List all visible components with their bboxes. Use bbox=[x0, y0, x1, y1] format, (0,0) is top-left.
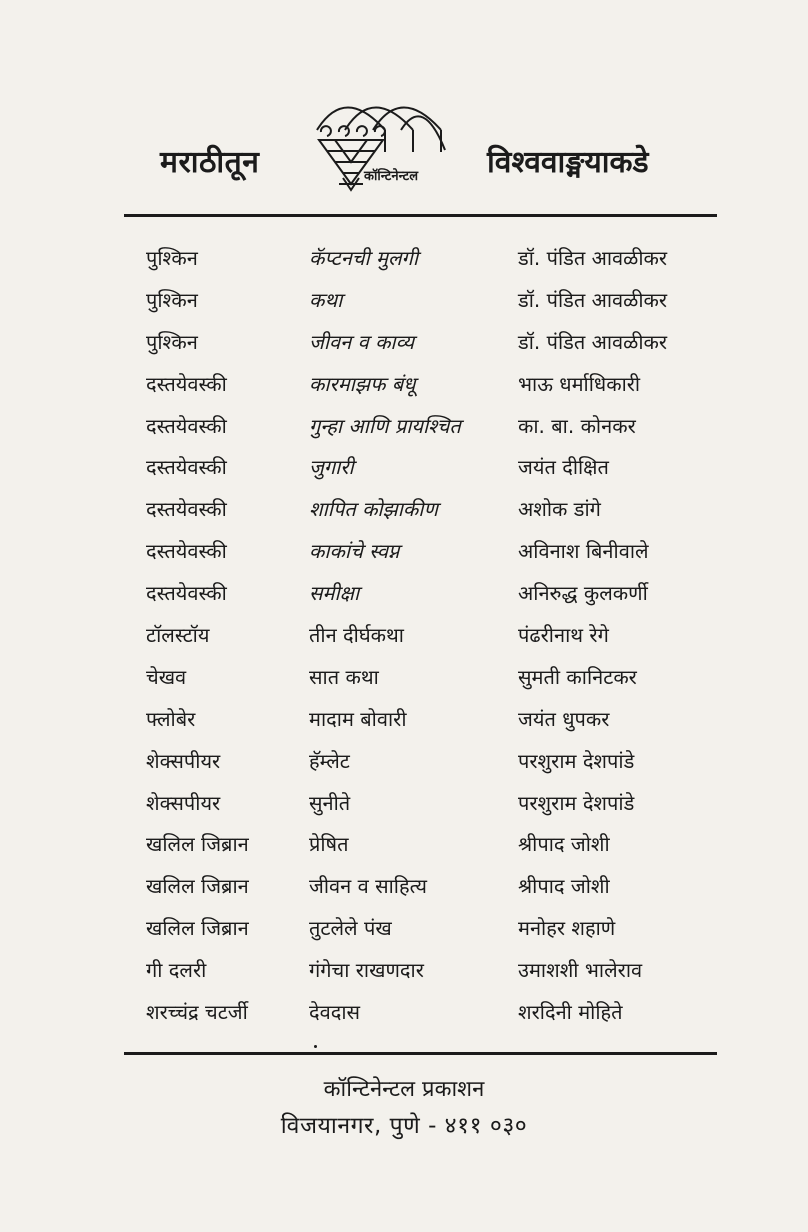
book-translator: डॉ. पंडित आवळीकर bbox=[518, 329, 668, 354]
book-row bbox=[0, 830, 808, 872]
book-translator: डॉ. पंडित आवळीकर bbox=[518, 246, 668, 270]
book-translator: का. बा. कोनकर bbox=[518, 413, 636, 438]
book-translator: अविनाश बिनीवाले bbox=[518, 539, 649, 564]
book-row bbox=[0, 328, 808, 370]
book-row bbox=[0, 495, 808, 537]
top-divider bbox=[124, 214, 717, 217]
book-author: दस्तयेवस्की bbox=[146, 497, 227, 522]
book-translator: सुमती कानिटकर bbox=[518, 664, 637, 689]
book-title: मादाम बोवारी bbox=[309, 706, 407, 731]
book-translator: पंढरीनाथ रेगे bbox=[518, 623, 609, 648]
book-title: समीक्षा bbox=[309, 581, 360, 606]
decorative-dot bbox=[314, 1045, 317, 1048]
book-author: फ्लोबेर bbox=[146, 706, 196, 731]
book-row bbox=[0, 663, 808, 705]
book-title: कारमाझफ बंधू bbox=[309, 371, 416, 396]
book-author: दस्तयेवस्की bbox=[146, 413, 227, 438]
book-author: दस्तयेवस्की bbox=[146, 581, 227, 606]
book-author: पुश्किन bbox=[146, 329, 198, 354]
logo-text: कॉन्टिनेन्टल bbox=[364, 169, 419, 184]
book-author: शेक्सपीयर bbox=[146, 748, 221, 773]
book-translator: मनोहर शहाणे bbox=[518, 916, 616, 941]
book-translator: अनिरुद्ध कुलकर्णी bbox=[518, 581, 648, 606]
book-author: दस्तयेवस्की bbox=[146, 455, 227, 480]
book-author: शरच्चंद्र चटर्जी bbox=[146, 1000, 248, 1025]
book-title: प्रेषित bbox=[309, 832, 349, 857]
book-author: खलिल जिब्रान bbox=[146, 874, 249, 899]
book-title: जुगारी bbox=[309, 455, 354, 480]
book-author: खलिल जिब्रान bbox=[146, 832, 249, 857]
bottom-divider bbox=[124, 1052, 717, 1055]
header-right-title: विश्ववाङ्मयाकडे bbox=[487, 145, 649, 180]
book-row bbox=[0, 956, 808, 998]
book-translator: जयंत दीक्षित bbox=[518, 455, 609, 480]
book-author: दस्तयेवस्की bbox=[146, 539, 227, 564]
book-translator: श्रीपाद जोशी bbox=[518, 832, 610, 857]
book-row bbox=[0, 747, 808, 789]
book-title: कॅप्टनची मुलगी bbox=[309, 246, 418, 270]
book-author: पुश्किन bbox=[146, 287, 198, 312]
book-translator: परशुराम देशपांडे bbox=[518, 748, 635, 773]
book-author: गी दलरी bbox=[146, 958, 207, 983]
book-title: काकांचे स्वप्न bbox=[309, 539, 400, 564]
book-author: दस्तयेवस्की bbox=[146, 371, 227, 396]
book-row bbox=[0, 789, 808, 831]
book-row bbox=[0, 286, 808, 328]
book-row bbox=[0, 872, 808, 914]
book-author: पुश्किन bbox=[146, 246, 198, 270]
book-row bbox=[0, 370, 808, 412]
book-title: हॅम्लेट bbox=[309, 748, 350, 773]
book-title: सात कथा bbox=[309, 664, 379, 689]
book-translator: अशोक डांगे bbox=[518, 497, 601, 522]
book-title: शापित कोझाकीण bbox=[309, 497, 438, 522]
header-left-title: मराठीतून bbox=[160, 145, 260, 180]
book-translator: श्रीपाद जोशी bbox=[518, 874, 610, 899]
publisher-name: कॉन्टिनेन्टल प्रकाशन bbox=[323, 1077, 485, 1102]
book-translator: उमाशशी भालेराव bbox=[518, 958, 643, 983]
book-row bbox=[0, 621, 808, 663]
book-title: जीवन व साहित्य bbox=[309, 874, 427, 899]
book-author: चेखव bbox=[146, 664, 187, 689]
book-translator: डॉ. पंडित आवळीकर bbox=[518, 287, 668, 312]
book-row bbox=[0, 998, 808, 1040]
book-row bbox=[0, 705, 808, 747]
book-title: सुनीते bbox=[309, 790, 351, 815]
book-list bbox=[0, 244, 808, 1040]
book-row bbox=[0, 914, 808, 956]
book-translator: परशुराम देशपांडे bbox=[518, 790, 635, 815]
book-title: कथा bbox=[309, 287, 343, 312]
publisher-address: विजयानगर, पुणे - ४११ ०३० bbox=[280, 1113, 528, 1139]
book-title: गुन्हा आणि प्रायश्चित bbox=[309, 413, 461, 438]
book-title: तीन दीर्घकथा bbox=[309, 623, 404, 648]
book-author: शेक्सपीयर bbox=[146, 790, 221, 815]
book-title: देवदास bbox=[309, 1000, 361, 1025]
book-author: खलिल जिब्रान bbox=[146, 916, 249, 941]
book-translator: जयंत धुपकर bbox=[518, 706, 610, 731]
book-row bbox=[0, 453, 808, 495]
book-title: तुटलेले पंख bbox=[309, 916, 392, 941]
book-row bbox=[0, 537, 808, 579]
book-title: जीवन व काव्य bbox=[309, 329, 415, 354]
book-row bbox=[0, 244, 808, 286]
book-translator: भाऊ धर्माधिकारी bbox=[518, 371, 641, 396]
book-translator: शरदिनी मोहिते bbox=[518, 1000, 623, 1025]
book-row bbox=[0, 579, 808, 621]
book-row bbox=[0, 412, 808, 454]
book-author: टॉलस्टॉय bbox=[146, 623, 210, 648]
book-title: गंगेचा राखणदार bbox=[309, 958, 424, 983]
